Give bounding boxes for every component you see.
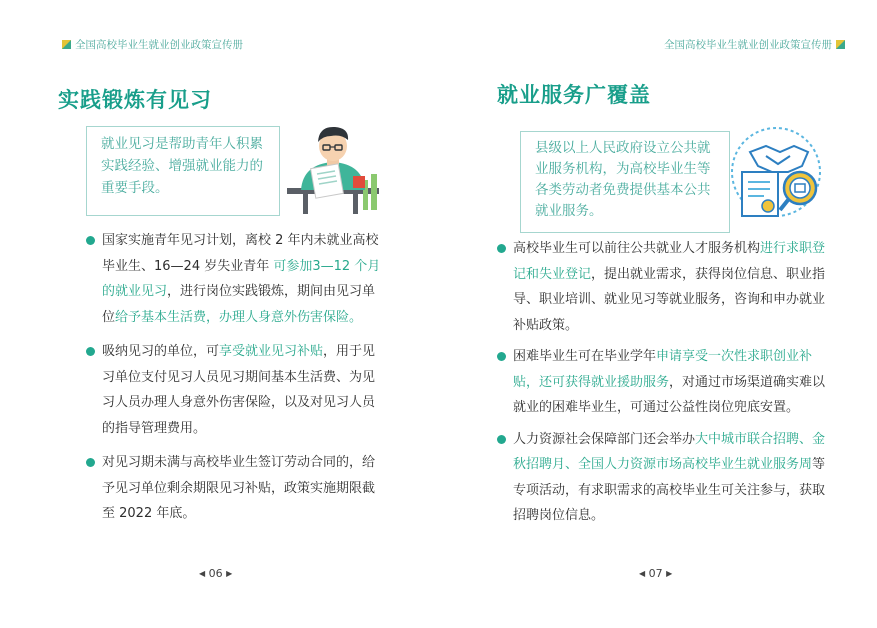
running-header-text: 全国高校毕业生就业创业政策宣传册 (75, 39, 243, 51)
bullet-dot-icon (497, 244, 506, 253)
bullet-highlight: 给予基本生活费，办理人身意外伤害保险。 (115, 309, 363, 325)
bullet-dot-icon (497, 352, 506, 361)
section-title: 就业服务广覆盖 (497, 83, 651, 107)
bullet-text: ，对通过市场渠道确实难以就业的困难毕业生，可通过公益性岗位兜底安置。 (513, 374, 826, 415)
bullet-list (497, 236, 837, 535)
bullet-dot-icon (497, 435, 506, 444)
arrow-right-icon: ▶ (666, 569, 673, 578)
bullet-text: 国家实施青年见习计划，离校 2 年内未就业高校毕业生、16—24 岁失业青年 (102, 233, 379, 274)
bullet-highlight: 进行求职登记和失业登记 (513, 241, 826, 282)
running-header (58, 37, 243, 52)
bullet-text: 高校毕业生可以前往公共就业人才服务机构 (513, 241, 761, 256)
bullet-highlight: 大中城市联合招聘、金秋招聘月、全国人力资源市场高校毕业生就业服务周 (513, 431, 826, 472)
header-square-icon (836, 40, 845, 49)
bullet-text: ，进行岗位实践锻炼，期间由见习单位 (102, 284, 376, 325)
header-square-icon (62, 40, 71, 49)
page-number (639, 567, 672, 580)
bullet-text: 困难毕业生可在毕业学年 (513, 349, 657, 364)
list-item (86, 339, 386, 441)
bullet-text: 人力资源社会保障部门还会举办 (513, 431, 696, 447)
bullet-highlight: 申请享受一次性求职创业补贴，还可获得就业援助服务 (513, 349, 813, 390)
running-header-text: 全国高校毕业生就业创业政策宣传册 (664, 39, 832, 51)
running-header (664, 37, 849, 52)
bullet-dot-icon (86, 347, 95, 356)
intro-box (86, 126, 280, 216)
bullet-dot-icon (86, 458, 95, 467)
page-number-text: 07 (648, 567, 663, 580)
intro-text: 县级以上人民政府设立公共就业服务机构，为高校毕业生等各类劳动者免费提供基本公共就业服务。 (535, 140, 711, 219)
left-page (0, 0, 438, 628)
list-item (497, 344, 837, 421)
list-item (86, 228, 386, 330)
bullet-highlight: 可参加3—12 个月的就业见习 (102, 258, 381, 299)
list-item (497, 427, 837, 529)
arrow-left-icon: ◀ (199, 569, 206, 578)
bullet-list (86, 228, 386, 536)
page-number (199, 567, 232, 580)
arrow-left-icon: ◀ (639, 569, 646, 578)
bullet-dot-icon (86, 236, 95, 245)
arrow-right-icon: ▶ (226, 569, 233, 578)
right-page (439, 0, 877, 628)
bullet-text: 对见习期未满与高校毕业生签订劳动合同的，给予见习单位剩余期限见习补贴，政策实施期限截至 2022 年底。 (102, 455, 376, 521)
handshake-certificate-icon (724, 126, 828, 222)
page-number-text: 06 (208, 567, 223, 580)
bullet-text: ，提出就业需求，获得岗位信息、职业指导、职业培训、就业见习等就业服务，咨询和申办就业补贴政策。 (513, 266, 826, 333)
list-item (497, 236, 837, 338)
list-item (86, 450, 386, 527)
young-man-reading-icon (283, 118, 383, 218)
intro-box (520, 131, 730, 233)
section-title: 实践锻炼有见习 (58, 88, 212, 112)
intro-text: 就业见习是帮助青年人积累实践经验、增强就业能力的重要手段。 (101, 136, 263, 196)
bullet-highlight: 享受就业见习补贴 (219, 344, 324, 359)
bullet-text: 吸纳见习的单位，可 (102, 344, 220, 359)
bullet-text: 等专项活动，有求职需求的高校毕业生可关注参与，获取招聘岗位信息。 (513, 457, 826, 523)
bullet-text: ，用于见习单位支付见习人员见习期间基本生活费、为见习人员办理人身意外伤害保险，以及对见习人员的指导管理费用。 (102, 344, 376, 436)
